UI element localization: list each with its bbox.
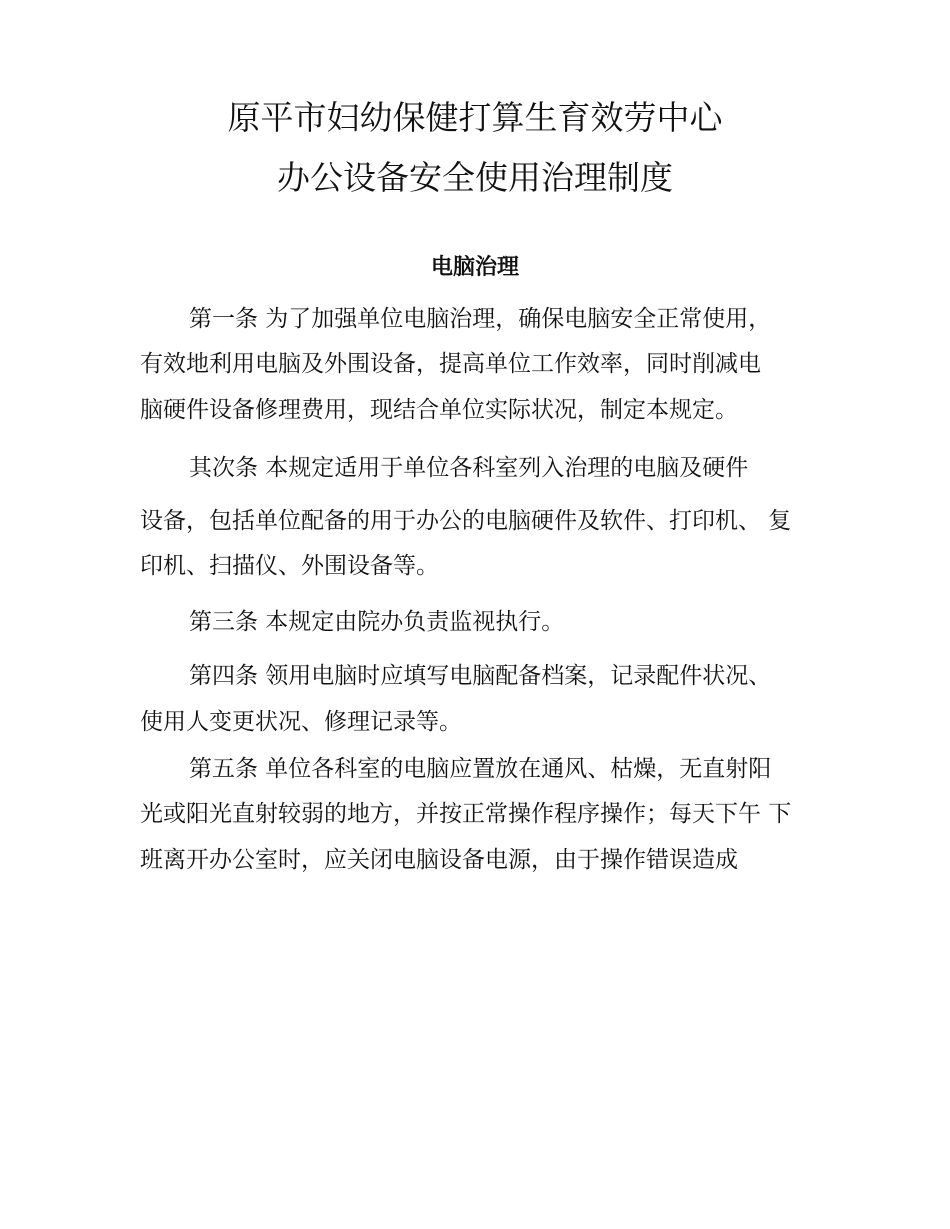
document-title-line-2: 办公设备安全使用治理制度 <box>277 158 673 197</box>
article-5-line-3: 班离开办公室时，应关闭电脑设备电源，由于操作错误造成 <box>140 847 738 873</box>
article-2-line-2: 设备，包括单位配备的用于办公的电脑硬件及软件、打印机、 复 <box>140 508 792 534</box>
document-title-line-1: 原平市妇幼保健打算生育效劳中心 <box>227 98 723 137</box>
section-heading: 电脑治理 <box>430 255 519 280</box>
article-1-line-2: 有效地利用电脑及外围设备，提高单位工作效率，同时削减电 <box>140 351 761 377</box>
article-1-line-3: 脑硬件设备修理费用，现结合单位实际状况，制定本规定。 <box>140 397 738 423</box>
article-3-line-1: 第三条 本规定由院办负责监视执行。 <box>189 609 565 635</box>
article-5-line-2: 光或阳光直射较弱的地方，并按正常操作程序操作；每天下午 下 <box>140 801 792 827</box>
article-2-line-1: 其次条 本规定适用于单位各科室列入治理的电脑及硬件 <box>189 455 749 481</box>
article-2-line-3: 印机、扫描仪、外围设备等。 <box>140 553 439 579</box>
article-4-line-1: 第四条 领用电脑时应填写电脑配备档案，记录配件状况、 <box>189 663 772 689</box>
article-4-line-2: 使用人变更状况、修理记录等。 <box>140 709 462 735</box>
article-5-line-1: 第五条 单位各科室的电脑应置放在通风、枯燥，无直射阳 <box>189 756 772 782</box>
article-1-line-1: 第一条 为了加强单位电脑治理，确保电脑安全正常使用， <box>189 306 772 332</box>
